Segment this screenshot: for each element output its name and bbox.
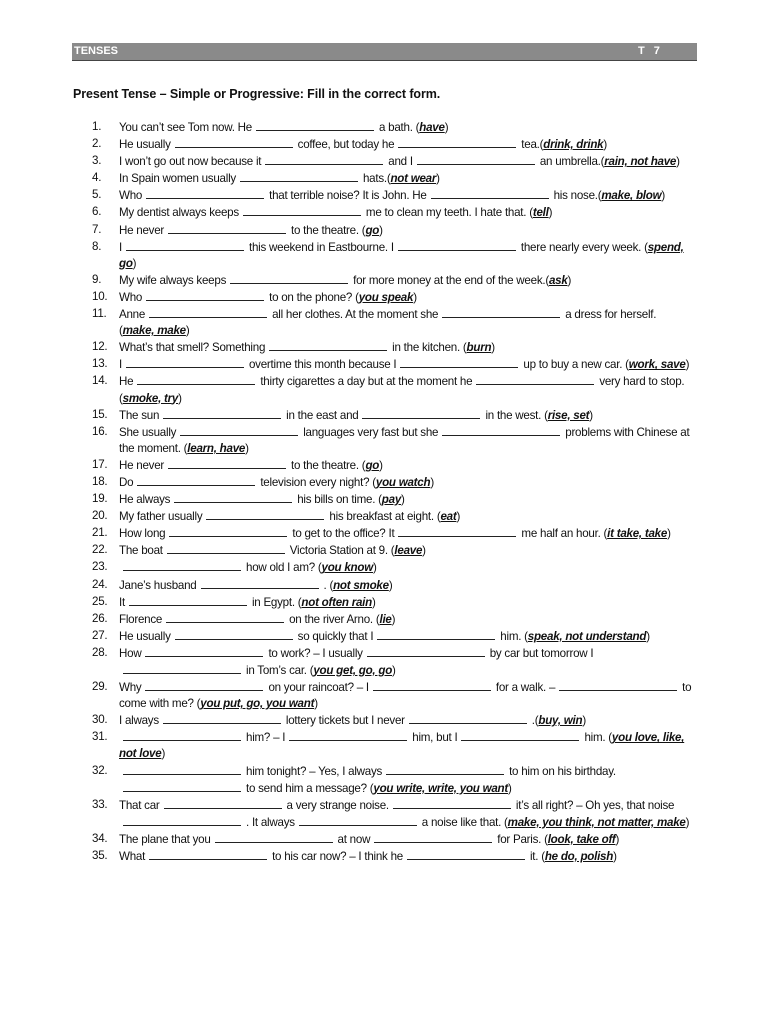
- exercise-item: [92, 763, 694, 797]
- item-text-end: ): [685, 815, 690, 829]
- exercise-item: [92, 611, 694, 628]
- item-text-end: ): [245, 441, 249, 455]
- answer-blank[interactable]: [377, 628, 495, 640]
- item-number: 9.: [92, 272, 102, 286]
- item-text: languages very fast but she: [303, 425, 439, 439]
- item-number: 15.: [92, 407, 108, 421]
- item-text: . (: [323, 578, 334, 592]
- answer-blank[interactable]: [123, 763, 241, 775]
- item-text: a bath. (: [378, 121, 420, 134]
- item-text: in the kitchen. (: [392, 341, 467, 355]
- answer-blank[interactable]: [400, 356, 518, 368]
- item-number: 24.: [92, 577, 108, 591]
- exercise-item: [92, 848, 694, 865]
- exercise-item: [92, 831, 694, 848]
- item-text: He never: [119, 223, 165, 237]
- item-text: In Spain women usually: [119, 172, 236, 186]
- item-number: 21.: [92, 526, 108, 540]
- exercise-item: [92, 542, 694, 559]
- item-number: 4.: [92, 171, 102, 185]
- answer-blank[interactable]: [126, 356, 244, 368]
- item-text: to get to the office? It: [292, 527, 395, 541]
- item-text-end: ): [589, 408, 593, 422]
- item-text: very hard to stop. (: [119, 375, 685, 405]
- item-text: me half an hour. (: [521, 527, 608, 541]
- verb-hint: learn, have: [187, 441, 246, 455]
- exercise-item: [92, 628, 694, 645]
- verb-hint: look, take off: [547, 832, 616, 846]
- item-number: 12.: [92, 340, 108, 354]
- item-text-end: ): [391, 612, 396, 626]
- item-number: 34.: [92, 831, 108, 845]
- verb-hint: you watch: [375, 475, 431, 489]
- item-text: how old I am? (: [246, 561, 322, 575]
- item-text: a dress for herself. (: [119, 308, 657, 338]
- answer-blank[interactable]: [431, 187, 549, 199]
- item-text: to his car now? – I think he: [272, 850, 403, 864]
- exercise-item: [92, 491, 694, 508]
- item-text: television every night? (: [260, 475, 376, 489]
- item-number: 17.: [92, 457, 108, 471]
- verb-hint: lie: [379, 612, 392, 626]
- answer-blank[interactable]: [398, 239, 516, 251]
- answer-blank[interactable]: [393, 797, 511, 809]
- answer-blank[interactable]: [442, 306, 560, 318]
- item-text: a noise like that. (: [421, 815, 508, 829]
- item-text: up to buy a new car. (: [523, 358, 629, 372]
- answer-blank[interactable]: [409, 712, 527, 724]
- item-text: to send him a message? (: [246, 781, 374, 795]
- item-text: it’s all right? – Oh yes, that noise: [515, 798, 675, 812]
- answer-blank[interactable]: [123, 729, 241, 741]
- item-number: 10.: [92, 289, 108, 303]
- exercise-item: [92, 170, 694, 187]
- item-text: to the theatre. (: [291, 223, 366, 237]
- item-text: a very strange noise.: [286, 798, 389, 812]
- item-text: I always: [119, 714, 159, 728]
- answer-blank[interactable]: [163, 407, 281, 419]
- verb-hint: not smoke: [333, 578, 389, 592]
- item-text: He: [119, 375, 134, 389]
- item-text: in Tom’s car. (: [246, 664, 314, 677]
- item-number: 1.: [92, 120, 102, 133]
- item-text-end: ): [615, 832, 620, 846]
- verb-hint: ask: [548, 273, 568, 287]
- answer-blank[interactable]: [417, 153, 535, 165]
- item-number: 8.: [92, 239, 102, 253]
- item-text: . It always: [246, 815, 295, 829]
- item-number: 23.: [92, 560, 108, 574]
- verb-hint: buy, win: [538, 714, 583, 728]
- item-text: at now: [337, 832, 371, 846]
- answer-blank[interactable]: [461, 729, 579, 741]
- item-text: She usually: [119, 425, 177, 439]
- item-text: him? – I: [246, 731, 286, 745]
- item-text: and I: [388, 155, 413, 169]
- exercise-item: [92, 729, 694, 762]
- item-text: It: [119, 595, 125, 609]
- item-text: That car: [119, 798, 160, 812]
- item-text: that terrible noise? It is John. He: [269, 189, 427, 203]
- item-text-end: ): [379, 458, 383, 472]
- item-text-end: ): [413, 290, 417, 304]
- verb-hint: have: [419, 121, 445, 134]
- exercise-title: Present Tense – Simple or Progressive: Fill in the correct form.: [73, 87, 441, 101]
- item-text-end: ): [371, 595, 376, 609]
- answer-blank[interactable]: [230, 272, 348, 284]
- item-text: My dentist always keeps: [119, 206, 239, 220]
- verb-hint: you know: [321, 561, 373, 575]
- item-number: 16.: [92, 424, 108, 438]
- answer-blank[interactable]: [149, 306, 267, 318]
- item-text: problems with Chinese at the moment. (: [119, 425, 690, 455]
- exercise-item: [92, 407, 694, 424]
- item-number: 33.: [92, 797, 108, 811]
- exercise-item: [92, 559, 694, 576]
- answer-blank[interactable]: [398, 136, 516, 148]
- answer-blank[interactable]: [149, 848, 267, 860]
- item-text: You can’t see Tom now. He: [119, 121, 252, 134]
- item-text: his bills on time. (: [297, 493, 382, 507]
- item-text: Jane’s husband: [119, 578, 197, 592]
- item-number: 28.: [92, 645, 108, 659]
- exercise-item: [92, 187, 694, 204]
- item-number: 22.: [92, 543, 108, 557]
- answer-blank[interactable]: [146, 187, 264, 199]
- item-text: to on the phone? (: [269, 290, 359, 304]
- exercise-item: [92, 204, 694, 221]
- verb-hint: rise, set: [547, 408, 590, 422]
- answer-blank[interactable]: [269, 339, 387, 351]
- exercise-item: [92, 373, 694, 406]
- item-text: Anne: [119, 308, 146, 322]
- verb-hint: go: [365, 458, 380, 472]
- answer-blank[interactable]: [145, 679, 263, 691]
- exercise-item: [92, 594, 694, 611]
- item-text-end: ): [185, 324, 190, 338]
- item-text: How long: [119, 527, 166, 541]
- item-text: this weekend in Eastbourne. I: [248, 240, 394, 254]
- item-text: hats.(: [362, 172, 391, 186]
- answer-blank[interactable]: [407, 848, 525, 860]
- item-text: in Egypt. (: [251, 595, 302, 609]
- exercise-item: [92, 153, 694, 170]
- item-text: to work? – I usually: [268, 646, 363, 660]
- item-text: all her clothes. At the moment she: [272, 308, 439, 322]
- item-number: 13.: [92, 357, 108, 371]
- item-number: 5.: [92, 188, 102, 202]
- item-number: 11.: [92, 307, 107, 321]
- item-text-end: ): [507, 781, 512, 795]
- exercise-item: [92, 239, 694, 272]
- item-number: 19.: [92, 492, 108, 506]
- item-text: his nose.(: [553, 189, 602, 203]
- answer-blank[interactable]: [129, 594, 247, 606]
- item-text-end: ): [676, 155, 680, 169]
- exercise-item: [92, 577, 694, 594]
- item-text: coffee, but today he: [297, 138, 395, 152]
- answer-blank[interactable]: [367, 645, 485, 657]
- item-text: him, but I: [412, 731, 458, 745]
- item-text-end: ): [667, 527, 671, 541]
- answer-blank[interactable]: [137, 373, 255, 385]
- verb-hint: you speak: [358, 290, 414, 304]
- exercise-item: [92, 712, 694, 729]
- item-text-end: ): [456, 510, 461, 524]
- item-text-end: ): [430, 475, 434, 489]
- item-text: The sun: [119, 408, 160, 422]
- item-text: He usually: [119, 629, 171, 643]
- answer-blank[interactable]: [374, 831, 492, 843]
- verb-hint: go: [365, 223, 380, 237]
- answer-blank[interactable]: [166, 611, 284, 623]
- answer-blank[interactable]: [362, 407, 480, 419]
- item-text: Why: [119, 681, 142, 695]
- item-text: .(: [531, 714, 539, 728]
- item-number: 30.: [92, 713, 108, 727]
- item-number: 14.: [92, 374, 108, 388]
- item-number: 35.: [92, 849, 108, 863]
- exercise-item: [92, 119, 694, 136]
- item-number: 3.: [92, 154, 102, 168]
- item-text-end: ): [444, 121, 449, 134]
- verb-hint: it take, take: [607, 527, 668, 541]
- answer-blank[interactable]: [163, 712, 281, 724]
- exercise-item: [92, 306, 694, 339]
- answer-blank[interactable]: [398, 525, 516, 537]
- answer-blank[interactable]: [174, 491, 292, 503]
- answer-blank[interactable]: [289, 729, 407, 741]
- verb-hint: work, save: [628, 358, 686, 372]
- item-text: him tonight? – Yes, I always: [246, 764, 383, 778]
- answer-blank[interactable]: [215, 831, 333, 843]
- verb-hint: spend, go: [119, 240, 684, 270]
- item-text-end: ): [388, 578, 393, 592]
- verb-hint: he do, polish: [544, 850, 614, 864]
- item-text: He usually: [119, 138, 171, 152]
- item-text: there nearly every week. (: [520, 240, 648, 254]
- verb-hint: pay: [381, 493, 402, 507]
- item-number: 6.: [92, 205, 102, 219]
- item-text: What: [119, 850, 146, 864]
- answer-blank[interactable]: [175, 628, 293, 640]
- item-text-end: ): [178, 391, 182, 405]
- answer-blank[interactable]: [167, 542, 285, 554]
- exercise-item: [92, 289, 694, 306]
- verb-hint: you put, go, you want: [200, 697, 315, 711]
- item-text: to the theatre. (: [291, 458, 366, 472]
- verb-hint: eat: [440, 510, 457, 524]
- answer-blank[interactable]: [299, 814, 417, 826]
- exercise-item: [92, 457, 694, 474]
- item-number: 20.: [92, 509, 108, 523]
- item-text: I won’t go out now because it: [119, 155, 262, 169]
- exercise-item: [92, 474, 694, 491]
- item-text: The plane that you: [119, 832, 211, 846]
- item-number: 7.: [92, 222, 102, 236]
- item-number: 27.: [92, 628, 108, 642]
- item-text: him. (: [500, 629, 528, 643]
- verb-hint: burn: [466, 341, 492, 355]
- answer-blank[interactable]: [386, 763, 504, 775]
- answer-blank[interactable]: [123, 662, 241, 674]
- item-text: by car but tomorrow I: [489, 646, 594, 660]
- exercise-item: [92, 222, 694, 239]
- verb-hint: leave: [394, 544, 423, 558]
- exercise-item: [92, 356, 694, 373]
- item-number: 18.: [92, 474, 108, 488]
- exercise-item: [92, 272, 694, 289]
- answer-blank[interactable]: [240, 170, 358, 182]
- item-text-end: ): [314, 697, 318, 711]
- exercise-item: [92, 797, 694, 831]
- item-text: overtime this month because I: [248, 358, 397, 372]
- answer-blank[interactable]: [123, 559, 241, 571]
- verb-hint: rain, not have: [604, 155, 677, 169]
- item-text: for Paris. (: [497, 832, 548, 846]
- item-text-end: ): [603, 138, 607, 152]
- item-text: in the west. (: [485, 408, 548, 422]
- answer-blank[interactable]: [123, 814, 241, 826]
- item-text-end: ): [372, 561, 377, 575]
- item-text-end: ): [436, 172, 440, 186]
- answer-blank[interactable]: [559, 679, 677, 691]
- exercise-item: [92, 525, 694, 542]
- answer-blank[interactable]: [206, 508, 324, 520]
- exercise-list: [92, 119, 694, 865]
- answer-blank[interactable]: [168, 457, 286, 469]
- verb-hint: not often rain: [301, 595, 372, 609]
- item-text: The boat: [119, 544, 163, 558]
- item-text: in the east and: [286, 408, 359, 422]
- item-number: 25.: [92, 594, 108, 608]
- item-text: thirty cigarettes a day but at the moment he: [260, 375, 473, 389]
- exercise-item: [92, 339, 694, 356]
- item-text: Who: [119, 290, 143, 304]
- item-text: Florence: [119, 612, 163, 626]
- item-text-end: ): [401, 493, 405, 507]
- answer-blank[interactable]: [265, 153, 383, 165]
- verb-hint: make, make: [122, 324, 186, 338]
- exercise-item: [92, 679, 694, 712]
- item-text: What’s that smell? Something: [119, 341, 266, 355]
- answer-blank[interactable]: [145, 645, 263, 657]
- item-text-end: ): [685, 358, 690, 372]
- verb-hint: speak, not understand: [527, 629, 647, 643]
- answer-blank[interactable]: [201, 577, 319, 589]
- answer-blank[interactable]: [123, 780, 241, 792]
- item-text: He always: [119, 493, 171, 507]
- item-text: to come with me? (: [119, 681, 692, 711]
- item-text: Who: [119, 189, 143, 203]
- item-text: He never: [119, 458, 165, 472]
- item-text-end: ): [548, 206, 553, 220]
- answer-blank[interactable]: [146, 289, 264, 301]
- answer-blank[interactable]: [476, 373, 594, 385]
- verb-hint: make, you think, not matter, make: [507, 815, 686, 829]
- item-text: for more money at the end of the week.(: [353, 273, 549, 287]
- item-number: 26.: [92, 611, 108, 625]
- item-text: for a walk. –: [495, 681, 556, 695]
- item-number: 2.: [92, 137, 102, 151]
- item-text-end: ): [567, 273, 572, 287]
- item-text: on the river Arno. (: [289, 612, 380, 626]
- item-text-end: ): [161, 747, 166, 761]
- item-number: 29.: [92, 680, 108, 694]
- answer-blank[interactable]: [442, 424, 560, 436]
- verb-hint: smoke, try: [122, 391, 179, 405]
- item-text-end: ): [392, 664, 396, 677]
- item-text-end: ): [422, 544, 426, 558]
- header-code: T 7: [638, 45, 663, 57]
- answer-blank[interactable]: [256, 119, 374, 131]
- verb-hint: you write, write, you want: [373, 781, 508, 795]
- exercise-item: [92, 136, 694, 153]
- item-text: My father usually: [119, 510, 203, 524]
- item-text-end: ): [613, 850, 617, 864]
- answer-blank[interactable]: [126, 239, 244, 251]
- item-text: My wife always keeps: [119, 273, 227, 287]
- answer-blank[interactable]: [373, 679, 491, 691]
- answer-blank[interactable]: [180, 424, 298, 436]
- answer-blank[interactable]: [168, 222, 286, 234]
- item-text: I: [119, 240, 122, 254]
- item-text: to him on his birthday.: [509, 764, 616, 778]
- item-text: tea.(: [521, 138, 544, 152]
- item-text: Do: [119, 475, 134, 489]
- item-text-end: ): [582, 714, 586, 728]
- exercise-item: [92, 645, 694, 679]
- header-title: TENSES: [74, 45, 119, 57]
- item-text: Victoria Station at 9. (: [289, 544, 395, 558]
- item-text-end: ): [646, 629, 650, 643]
- answer-blank[interactable]: [243, 204, 361, 216]
- item-text: an umbrella.(: [539, 155, 605, 169]
- item-text-end: ): [379, 223, 383, 237]
- verb-hint: tell: [532, 206, 549, 220]
- item-text: How: [119, 646, 142, 660]
- verb-hint: drink, drink: [543, 138, 604, 152]
- item-text: I: [119, 358, 122, 372]
- item-text-end: ): [132, 256, 137, 270]
- answer-blank[interactable]: [175, 136, 293, 148]
- answer-blank[interactable]: [137, 474, 255, 486]
- item-text: so quickly that I: [297, 629, 374, 643]
- verb-hint: make, blow: [601, 189, 662, 203]
- answer-blank[interactable]: [164, 797, 282, 809]
- item-text: lottery tickets but I never: [285, 714, 405, 728]
- item-text: him. (: [584, 731, 612, 745]
- item-text: it. (: [529, 850, 545, 864]
- header-bar: [72, 43, 697, 61]
- verb-hint: you get, go, go: [313, 664, 393, 677]
- exercise-item: [92, 424, 694, 457]
- answer-blank[interactable]: [169, 525, 287, 537]
- exercise-item: [92, 508, 694, 525]
- item-number: 32.: [92, 763, 108, 777]
- item-number: 31.: [92, 730, 108, 744]
- verb-hint: you love, like, not love: [119, 731, 685, 761]
- item-text: his breakfast at eight. (: [329, 510, 441, 524]
- item-text: on your raincoat? – I: [268, 681, 369, 695]
- item-text: me to clean my teeth. I hate that. (: [365, 206, 533, 220]
- verb-hint: not wear: [390, 172, 437, 186]
- item-text-end: ): [661, 189, 665, 203]
- item-text-end: ): [491, 341, 495, 355]
